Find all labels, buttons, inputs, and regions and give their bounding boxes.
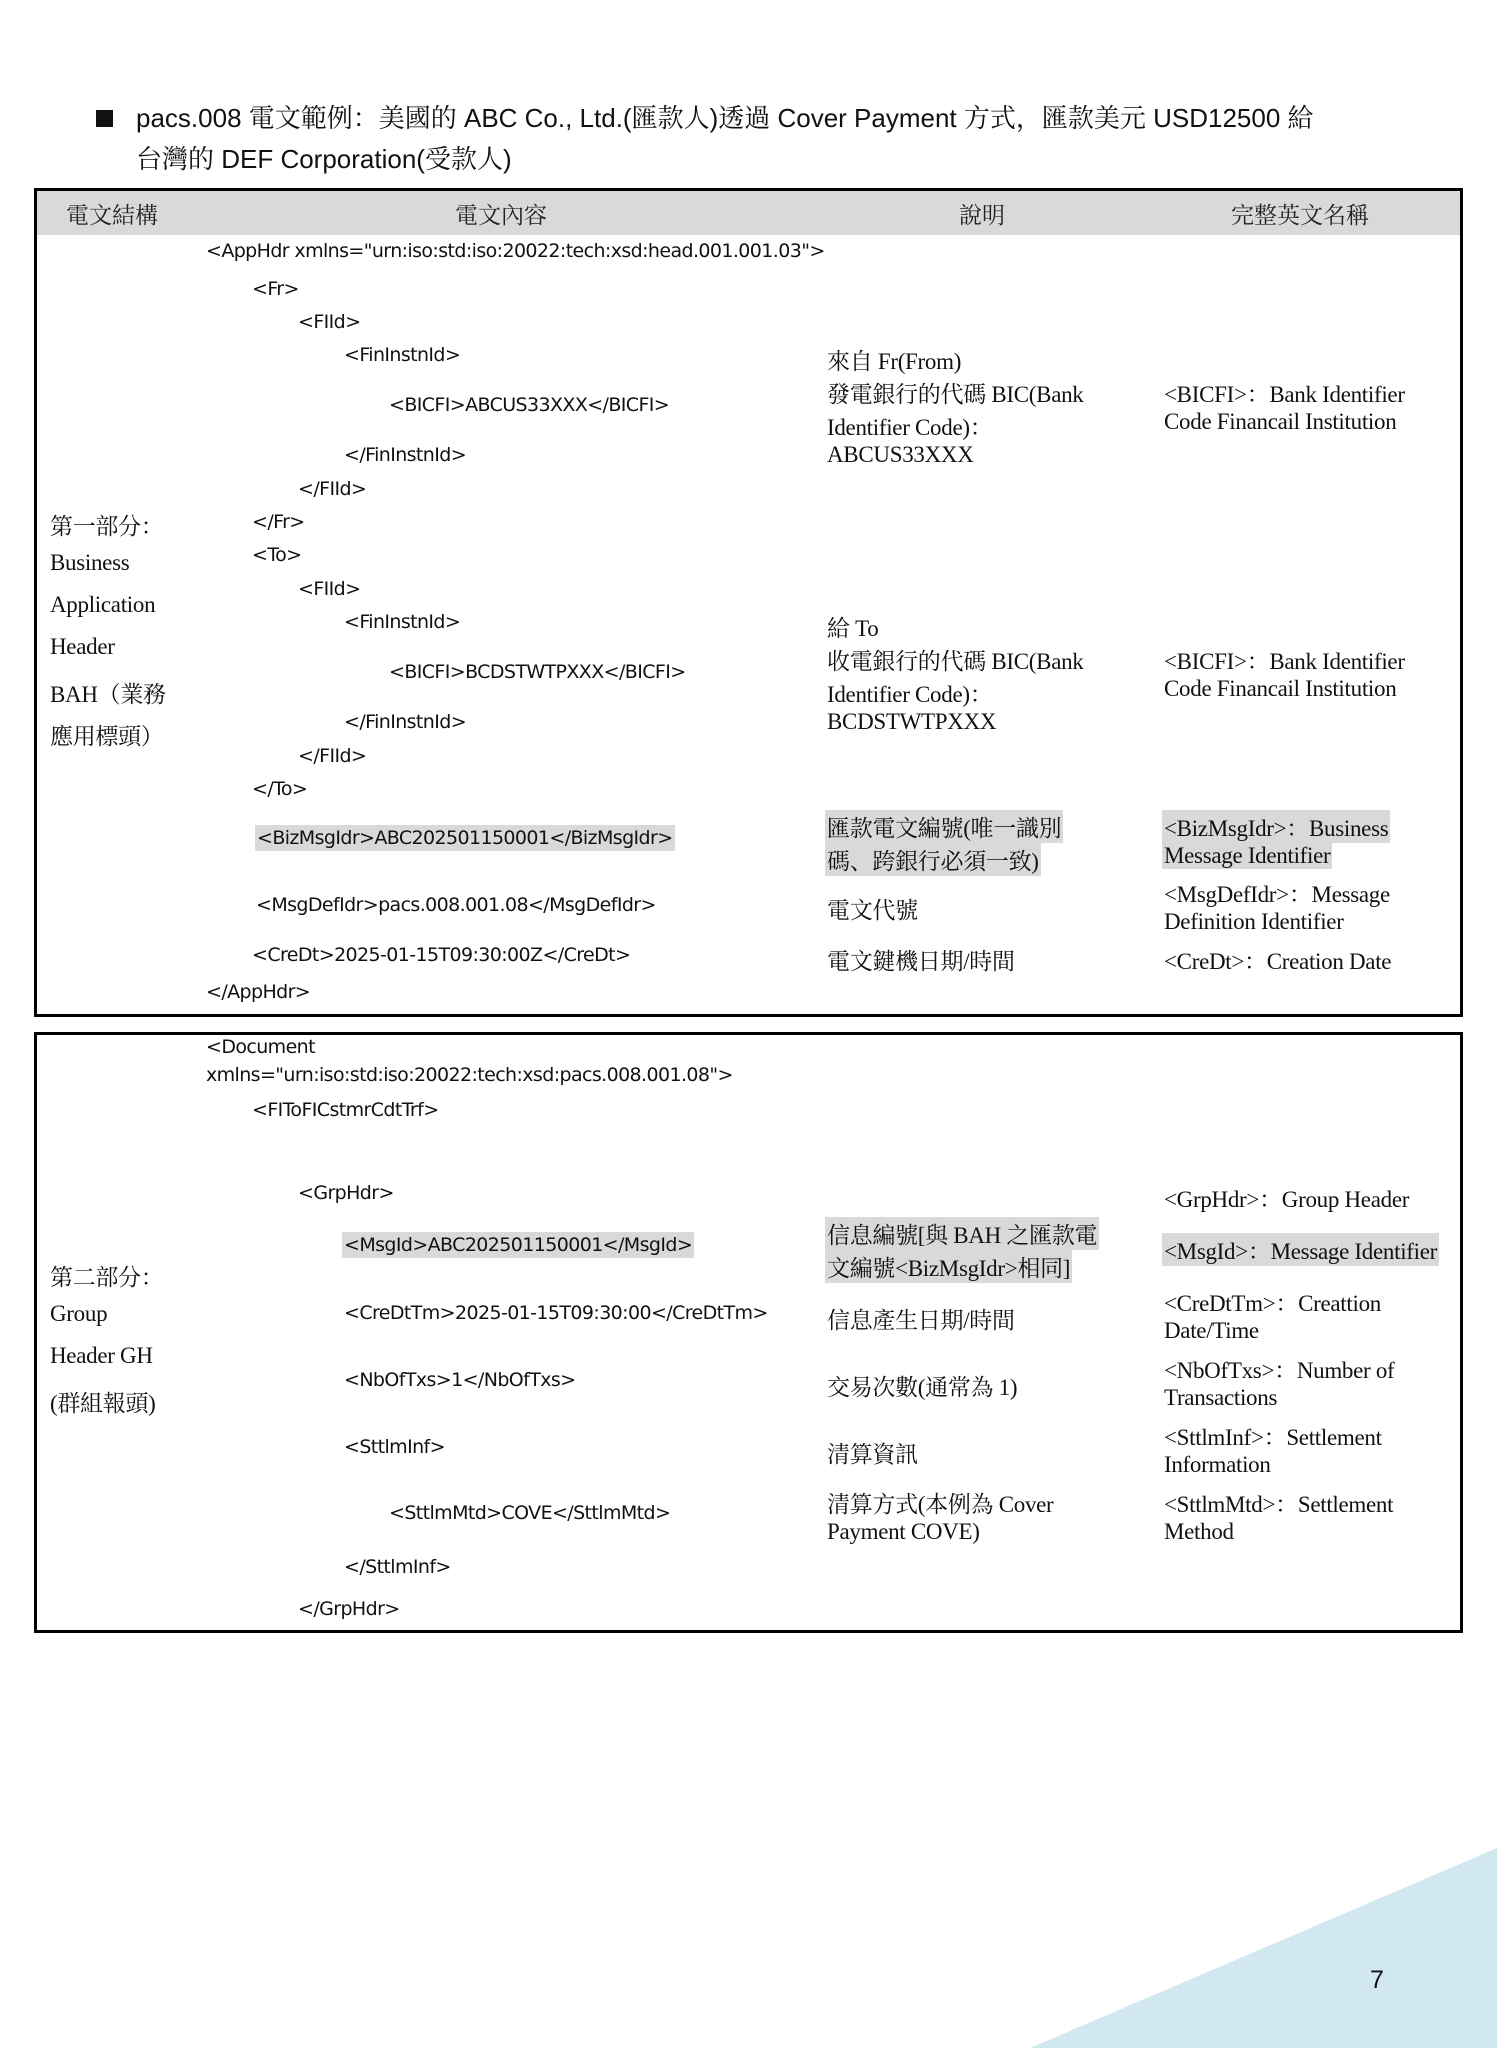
desc-line-highlighted: 文編號<BizMsgIdr>相同]: [825, 1250, 1072, 1283]
english-line: Transactions: [1164, 1385, 1278, 1410]
english-line: Definition Identifier: [1164, 909, 1344, 934]
code-line: <SttlmMtd>COVE</SttlmMtd>: [389, 1502, 671, 1524]
code-line: <SttlmInf>: [344, 1436, 445, 1458]
english-line: Method: [1164, 1519, 1234, 1544]
code-line: <NbOfTxs>1</NbOfTxs>: [344, 1369, 576, 1391]
label-line: BAH（業務: [50, 682, 166, 707]
code-line-highlighted: <BizMsgIdr>ABC202501150001</BizMsgIdr>: [257, 827, 673, 849]
intro-line-2: 台灣的 DEF Corporation(受款人): [136, 144, 512, 174]
code-line: </SttlmInf>: [344, 1556, 451, 1578]
desc-line: Identifier Code)：: [827, 682, 993, 707]
label-line: Application: [50, 592, 156, 617]
intro-line-1: pacs.008 電文範例：美國的 ABC Co., Ltd.(匯款人)透過 Cover Payment 方式，匯款美元 USD12500 給: [136, 103, 1314, 133]
header-content: 電文內容: [455, 203, 547, 229]
desc-line: Identifier Code)：: [827, 415, 993, 440]
english-line: <SttlmInf>：Settlement: [1164, 1425, 1382, 1450]
desc-line: 電文鍵機日期/時間: [827, 949, 1015, 974]
code-line: </AppHdr>: [206, 981, 311, 1003]
code-line: <Document: [206, 1036, 315, 1058]
label-line: Group: [50, 1301, 108, 1326]
desc-line: 電文代號: [827, 898, 918, 923]
code-line: </To>: [252, 778, 308, 800]
label-line: 第一部分：: [50, 514, 164, 539]
desc-line: 來自 Fr(From): [827, 349, 962, 374]
code-line: <FIId>: [298, 311, 361, 333]
code-line: <Fr>: [252, 278, 299, 300]
english-line: <NbOfTxs>：Number of: [1164, 1358, 1395, 1383]
page-number: 7: [1370, 1966, 1384, 1994]
desc-line: ABCUS33XXX: [827, 442, 974, 467]
desc-line: BCDSTWTPXXX: [827, 709, 997, 734]
desc-line: 交易次數(通常為 1): [827, 1375, 1018, 1400]
code-line: <GrpHdr>: [298, 1182, 394, 1204]
english-line: <BICFI>：Bank Identifier: [1164, 382, 1405, 407]
desc-line: 清算方式(本例為 Cover: [827, 1492, 1054, 1517]
english-line: <MsgDefIdr>：Message: [1164, 882, 1390, 907]
code-line: <BICFI>BCDSTWTPXXX</BICFI>: [389, 661, 686, 683]
english-line: Code Financail Institution: [1164, 409, 1397, 434]
code-line: <MsgDefIdr>pacs.008.001.08</MsgDefIdr>: [256, 894, 656, 916]
english-line: <CreDtTm>：Creattion: [1164, 1291, 1381, 1316]
english-line: Date/Time: [1164, 1318, 1259, 1343]
label-line: Business: [50, 550, 130, 575]
code-line: <FIId>: [298, 578, 361, 600]
label-line: 應用標頭）: [50, 724, 164, 749]
code-line: <AppHdr xmlns="urn:iso:std:iso:20022:tech:xsd:head.001.001.03">: [206, 240, 825, 262]
code-line: </FIId>: [298, 745, 367, 767]
desc-line-highlighted: 匯款電文編號(唯一識別: [825, 810, 1063, 843]
code-line: </FIId>: [298, 478, 367, 500]
desc-line: 給 To: [827, 616, 879, 641]
label-line: Header: [50, 634, 115, 659]
code-line: </GrpHdr>: [298, 1598, 400, 1620]
code-line: </Fr>: [252, 511, 305, 533]
code-line: </FinInstnId>: [344, 711, 467, 733]
code-line: <CreDt>2025-01-15T09:30:00Z</CreDt>: [252, 944, 631, 966]
desc-line-highlighted: 信息編號[與 BAH 之匯款電: [825, 1217, 1099, 1250]
code-line: </FinInstnId>: [344, 444, 467, 466]
header-structure: 電文結構: [66, 203, 158, 229]
desc-line: 收電銀行的代碼 BIC(Bank: [827, 649, 1084, 674]
label-line: Header GH: [50, 1343, 153, 1368]
header-english-name: 完整英文名稱: [1231, 203, 1369, 229]
code-line: <FinInstnId>: [344, 611, 461, 633]
desc-line: 清算資訊: [827, 1442, 918, 1467]
english-line-highlighted: <MsgId>：Message Identifier: [1162, 1233, 1439, 1266]
english-line: <BICFI>：Bank Identifier: [1164, 649, 1405, 674]
english-line: <GrpHdr>：Group Header: [1164, 1187, 1410, 1212]
desc-line: 信息產生日期/時間: [827, 1308, 1015, 1333]
code-line: <FIToFICstmrCdtTrf>: [252, 1099, 439, 1121]
label-line: (群組報頭): [50, 1391, 156, 1416]
english-line: Code Financail Institution: [1164, 676, 1397, 701]
desc-line-highlighted: 碼、跨銀行必須一致): [825, 843, 1041, 876]
desc-line: Payment COVE): [827, 1519, 980, 1544]
label-line: 第二部分：: [50, 1265, 164, 1290]
code-line: xmlns="urn:iso:std:iso:20022:tech:xsd:pacs.008.001.08">: [206, 1064, 733, 1086]
english-line: Information: [1164, 1452, 1271, 1477]
english-line: <CreDt>：Creation Date: [1164, 949, 1392, 974]
code-line: <CreDtTm>2025-01-15T09:30:00</CreDtTm>: [344, 1302, 768, 1324]
code-line-highlighted: <MsgId>ABC202501150001</MsgId>: [344, 1234, 693, 1256]
code-line: <To>: [252, 544, 302, 566]
english-line-highlighted: Message Identifier: [1164, 843, 1331, 868]
english-line: <SttlmMtd>：Settlement: [1164, 1492, 1394, 1517]
code-line: <FinInstnId>: [344, 344, 461, 366]
english-line-highlighted: <BizMsgIdr>：Business: [1162, 810, 1390, 843]
desc-line: 發電銀行的代碼 BIC(Bank: [827, 382, 1084, 407]
code-line: <BICFI>ABCUS33XXX</BICFI>: [389, 394, 670, 416]
header-description: 說明: [959, 203, 1005, 229]
